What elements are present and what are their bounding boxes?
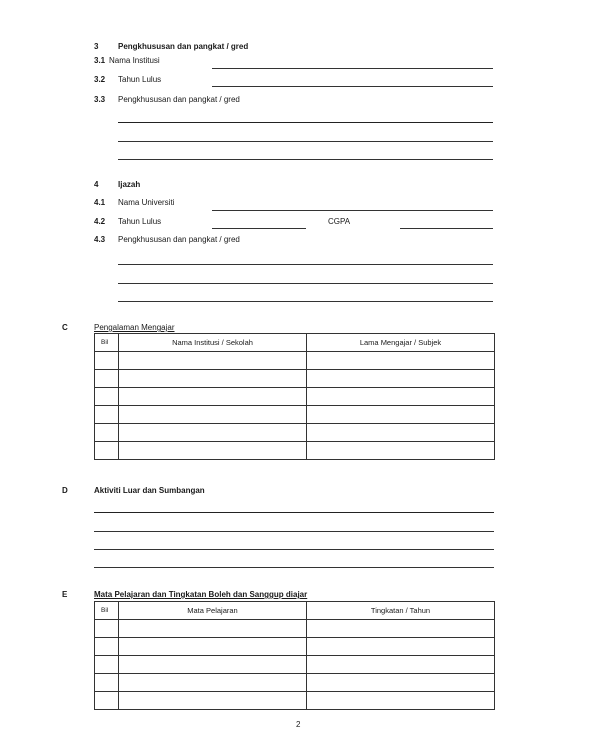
table-cell[interactable] [307,352,495,370]
cgpa-input-line[interactable] [400,228,493,229]
activities-input-line[interactable] [94,512,494,513]
header-duration-subject: Lama Mengajar / Subjek [307,334,495,352]
section-c-title: Pengalaman Mengajar [94,323,175,332]
item-4-1-input-line[interactable] [212,210,493,211]
table-cell[interactable] [95,442,119,460]
item-4-3-label: Pengkhususan dan pangkat / gred [118,235,240,244]
table-cell[interactable] [95,674,119,692]
table-cell[interactable] [95,424,119,442]
table-cell[interactable] [119,638,307,656]
page-number: 2 [296,720,301,729]
item-4-3-input-line[interactable] [118,283,493,284]
header-bil: Bil [95,602,119,620]
table-cell[interactable] [119,620,307,638]
item-3-3-input-line[interactable] [118,159,493,160]
table-row [95,370,495,388]
table-cell[interactable] [119,406,307,424]
table-cell[interactable] [119,388,307,406]
activities-input-line[interactable] [94,567,494,568]
item-3-2-label: Tahun Lulus [118,75,162,84]
header-institution: Nama Institusi / Sekolah [119,334,307,352]
section-e-letter: E [62,590,68,599]
item-4-3-input-line[interactable] [118,301,493,302]
item-4-2-label: Tahun Lulus [118,217,162,226]
teaching-experience-table [94,333,495,460]
item-4-1-label: Nama Universiti [118,198,175,207]
activities-input-line[interactable] [94,531,494,532]
table-row [95,388,495,406]
cgpa-label: CGPA [328,217,351,226]
item-3-3-number: 3.3 [94,95,106,104]
item-4-3-number: 4.3 [94,235,106,244]
subjects-table [94,601,495,710]
table-cell[interactable] [95,406,119,424]
table-cell[interactable] [95,352,119,370]
section-3-number: 3 [94,42,99,51]
table-cell[interactable] [95,692,119,710]
section-d-letter: D [62,486,68,495]
table-cell[interactable] [95,370,119,388]
table-cell[interactable] [307,424,495,442]
item-4-3-input-line[interactable] [118,264,493,265]
table-cell[interactable] [119,424,307,442]
header-form-year: Tingkatan / Tahun [307,602,495,620]
section-d-title: Aktiviti Luar dan Sumbangan [94,486,205,495]
table-row [95,406,495,424]
table-row [95,656,495,674]
table-cell[interactable] [307,656,495,674]
item-3-1-number: 3.1 [94,56,106,65]
table-cell[interactable] [95,620,119,638]
item-4-1-number: 4.1 [94,198,106,207]
table-row [95,692,495,710]
section-4-title: Ijazah [118,180,141,189]
table-cell[interactable] [95,638,119,656]
section-c-letter: C [62,323,68,332]
table-row [95,620,495,638]
table-cell[interactable] [119,352,307,370]
table-cell[interactable] [307,638,495,656]
section-4-number: 4 [94,180,99,189]
table-header-row [95,334,495,352]
table-cell[interactable] [119,656,307,674]
item-3-1-label: Nama Institusi [109,56,160,65]
item-3-1-input-line[interactable] [212,68,493,69]
table-cell[interactable] [119,674,307,692]
table-cell[interactable] [307,406,495,424]
table-cell[interactable] [119,692,307,710]
table-row [95,674,495,692]
table-row [95,442,495,460]
item-4-2-number: 4.2 [94,217,106,226]
activities-input-line[interactable] [94,549,494,550]
table-row [95,424,495,442]
table-cell[interactable] [95,388,119,406]
item-3-2-input-line[interactable] [212,86,493,87]
table-cell[interactable] [95,656,119,674]
table-cell[interactable] [119,442,307,460]
item-3-3-label: Pengkhususan dan pangkat / gred [118,95,240,104]
section-e-title: Mata Pelajaran dan Tingkatan Boleh dan Sanggup diajar [94,590,308,599]
table-cell[interactable] [119,370,307,388]
table-row [95,638,495,656]
table-cell[interactable] [307,620,495,638]
item-3-3-input-line[interactable] [118,122,493,123]
header-bil: Bil [95,334,119,352]
table-header-row [95,602,495,620]
section-3-title: Pengkhususan dan pangkat / gred [118,42,249,51]
table-cell[interactable] [307,442,495,460]
table-cell[interactable] [307,692,495,710]
table-cell[interactable] [307,674,495,692]
table-cell[interactable] [307,388,495,406]
table-row [95,352,495,370]
item-3-3-input-line[interactable] [118,141,493,142]
table-cell[interactable] [307,370,495,388]
item-4-2-input-line[interactable] [212,228,306,229]
item-3-2-number: 3.2 [94,75,106,84]
header-subject: Mata Pelajaran [119,602,307,620]
